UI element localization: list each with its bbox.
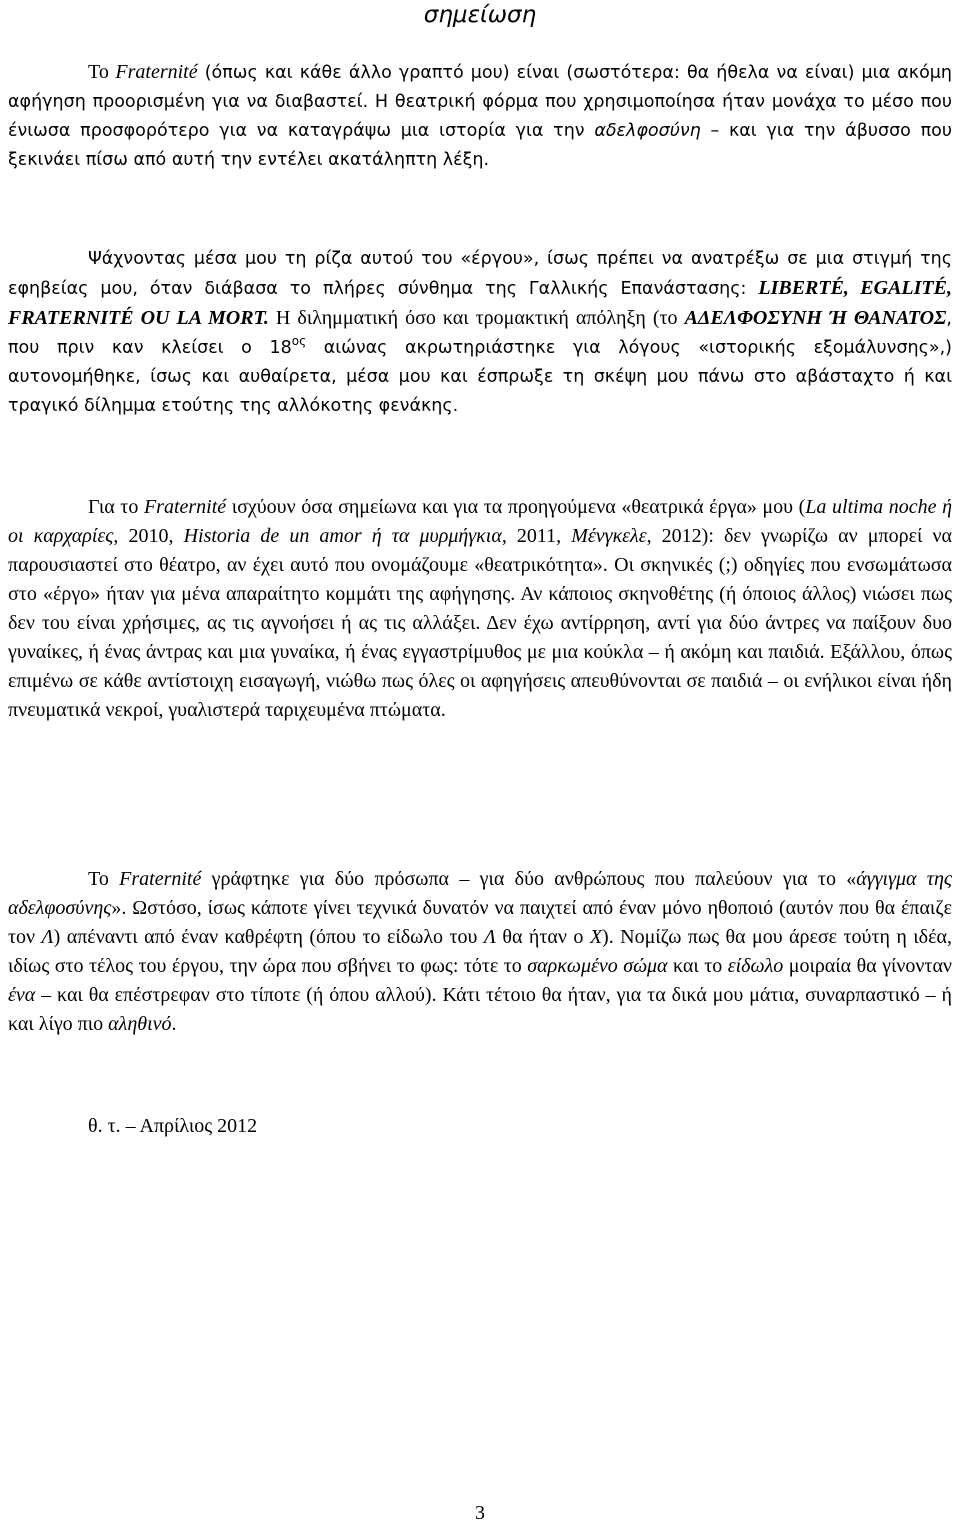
emphasis-adelfosyni: αδελφοσύνη xyxy=(594,121,701,141)
title-fraternite: Fraternité xyxy=(115,61,198,83)
title-mengele: Μένγκελε xyxy=(571,525,647,547)
title-fraternite: Fraternité xyxy=(143,496,227,518)
title-historia-de-un-amor: Historia de un amor ή τα μυρμήγκια xyxy=(183,525,502,547)
page-number: 3 xyxy=(475,1502,485,1524)
note-heading: σημείωση xyxy=(423,2,537,28)
paragraph-persons: Το Fraternité γράφτηκε για δύο πρόσωπα – για δύο ανθρώπους που παλεύουν για το «άγγιγμα της αδελφοσύνης». Ωστόσο, ίσως κάποτε γίνει τεχνικά δυνατόν να παιχτεί από έναν μόνο ηθοποιό (αυτόν που θα έπαιζε τον Λ) απέναντι από έναν καθρέφτη (όπου το είδωλο του Λ θα ήταν ο Χ). Νομίζω πως θα μου άρεσε τούτη η ιδέα, ιδίως στο τέλος του έργου, την ώρα που σβήνει το φως: τότε το σαρκωμένο σώμα και το είδωλο μοιραία θα γίνονταν ένα – και θα επέστρεφαν στο τίποτε (ή όπου αλλού). Κάτι τέτοιο θα ήταν, για τα δικά μου μάτια, συναρπαστικό – ή και λίγο πιο αληθινό. xyxy=(8,868,952,1035)
title-fraternite: Fraternité xyxy=(119,868,202,890)
paragraph-theatre: Για το Fraternité ισχύουν όσα σημείωνα και για τα προηγούμενα «θεατρικά έργα» μου (La ultima noche ή οι καρχαρίες, 2010, Historia de un amor ή τα μυρμήγκια, 2011, Μένγκελε, 2012): δεν γνωρίζω αν μπορεί να παρουσιαστεί στο θέατρο, αν έχει αυτό που ονομάζουμε «θεατρικότητα». Οι σκηνικές (;) οδηγίες που ενσωμάτωσα στο «έργο» ήταν για μένα απαραίτητο κομμάτι της αφήγησης. Αν κάποιος σκηνοθέτης (ή όποιος άλλος) νιώσει πως δεν του είναι χρήσιμες, ας τις αγνοήσει ή ας τις αλλάξει. Δεν έχω αντίρρηση, αντί για δύο άντρες να παίξουν δυο γυναίκες, ή ένας άντρας και μια γυναίκα, ή ένας εγγαστρίμυθος με μια κούκλα – ή ακόμη και παιδιά. Εξάλλου, όπως επιμένω σε κάθε αντίστοιχη εισαγωγή, νιώθω πως όλες οι αφηγήσεις απευθύνονται σε παιδιά – οι ενήλικοι είναι ήδη πνευματικά νεκροί, γυαλιστερά ταριχευμένα πτώματα. xyxy=(8,496,952,721)
title-la-ultima-noche: La ultima noche ή οι καρχαρίες xyxy=(8,496,952,547)
slogan-greek: ΑΔΕΛΦΟΣΥΝΗ Ή ΘΑΝΑΤΟΣ xyxy=(684,307,947,329)
slogan: LIBERTÉ, EGALITÉ, FRATERNITÉ OU LA MORT. xyxy=(8,277,952,329)
paragraph-origin: Ψάχνοντας μέσα μου τη ρίζα αυτού του «έργου», ίσως πρέπει να ανατρέξω σε μια στιγμή της εφηβείας μου, όταν διάβασα το πλήρες σύνθημα της Γαλλικής Επανάστασης: LIBERTÉ, EGALITÉ, FRATERNITÉ OU LA MORT. Η διλημματική όσο και τρομακτική απόληξη (το ΑΔΕΛΦΟΣΥΝΗ Ή ΘΑΝΑΤΟΣ, που πριν καν κλείσει ο $18^{o\varsigma}$ αιώνας ακρωτηριάστηκε για λόγους «ιστορικής εξομάλυνσης»,) αυτονομήθηκε, ίσως και αυθαίρετα, μέσα μου και έσπρωξε τη σκέψη μου πάνω στο αβάσταχτο ή και τραγικό δίλημμα ετούτης της αλλόκοτης φενάκης. xyxy=(8,249,952,416)
paragraph-intro: Το Fraternité (όπως και κάθε άλλο γραπτό μου) είναι (σωστότερα: θα ήθελα να είναι) μια ακόμη αφήγηση προορισμένη για να διαβαστεί. Η θεατρική φόρμα που χρησιμοποίησα ήταν μονάχα το μέσο που ένιωσα προσφορότερο για να καταγράψω μια ιστορία για την αδελφοσύνη – και για την άβυσσο που ξεκινάει πίσω από αυτή την εντέλει ακατάληπτη λέξη. xyxy=(8,61,952,170)
signature-date: θ. τ. – Απρίλιος 2012 xyxy=(88,1115,258,1137)
